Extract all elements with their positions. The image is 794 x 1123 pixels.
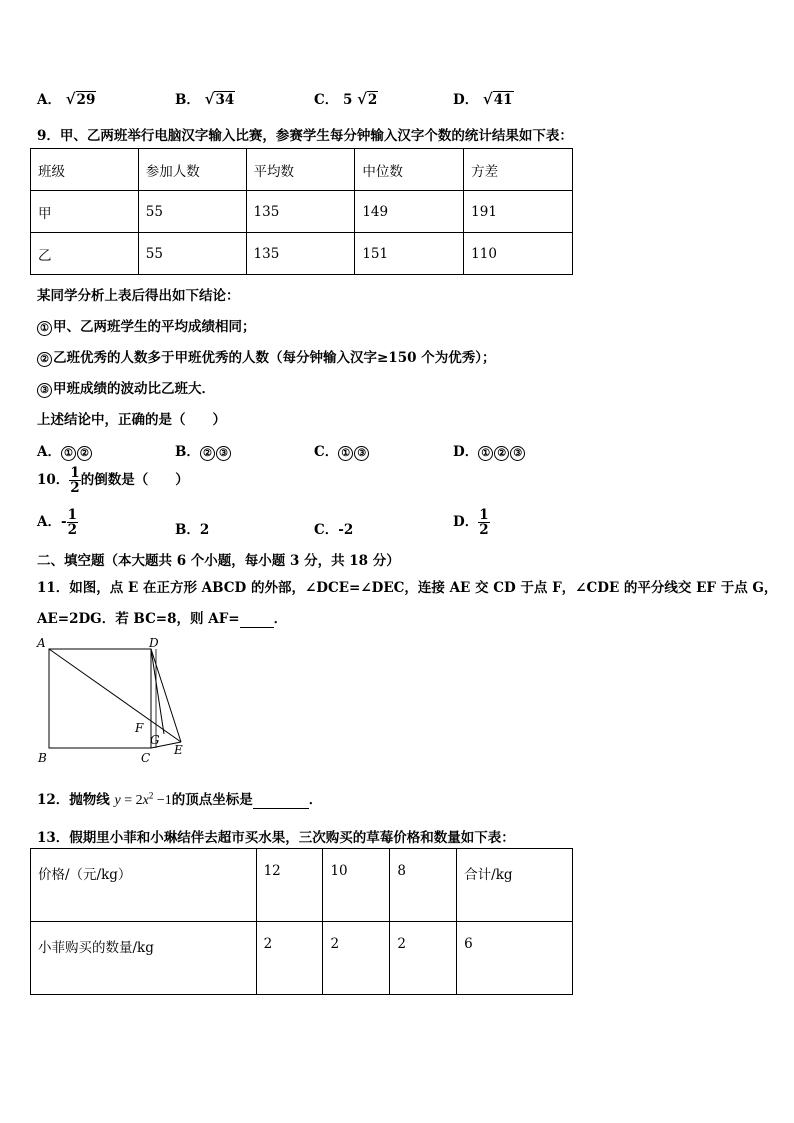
coefficient: 5 (342, 92, 353, 108)
numerator: 1 (70, 465, 80, 481)
option-label: D． (453, 92, 479, 108)
table-row (31, 233, 573, 275)
answer-blank (253, 792, 309, 809)
formula-part: = 2 (120, 793, 143, 808)
sign: - (60, 514, 67, 531)
table-cell: 135 (246, 233, 355, 275)
q9-option-c (314, 440, 370, 461)
table-cell: 6 (457, 922, 573, 995)
table-cell: 2 (256, 922, 323, 995)
table-header-cell: 参加人数 (138, 149, 246, 191)
circled-number: ③ (37, 383, 52, 398)
q12-stem (37, 788, 322, 809)
option-label: D． (453, 514, 479, 531)
option-label: A． (37, 92, 61, 108)
label-c: C (141, 751, 151, 764)
fraction (67, 508, 78, 537)
table-cell: 55 (138, 191, 246, 233)
label-f: F (135, 721, 144, 735)
table-cell: 55 (138, 233, 246, 275)
option-label: B． (175, 522, 200, 538)
circled-number: ① (478, 446, 493, 461)
circled-number: ② (37, 352, 52, 367)
table-cell: 合计/kg (457, 849, 573, 922)
formula-exponent: 2 (148, 790, 154, 801)
q9-table (30, 148, 573, 275)
punctuation: ． (273, 611, 288, 627)
radicand: 41 (493, 92, 513, 108)
q9-stem: 9．甲、乙两班举行电脑汉字输入比赛，参赛学生每分钟输入汉字个数的统计结果如下表： (37, 128, 573, 144)
answer-blank (240, 611, 274, 628)
table-cell: 2 (390, 922, 457, 995)
q9-option-d (453, 440, 526, 461)
table-header-cell: 中位数 (355, 149, 464, 191)
q9-question: 上述结论中，正确的是（ ） (37, 412, 226, 428)
table-cell: 小菲购买的数量/kg (31, 922, 257, 995)
label-d: D (149, 636, 159, 650)
q10-option-a (37, 508, 78, 537)
q9-option-a (37, 440, 93, 461)
circled-number: ① (37, 321, 52, 336)
label-g: G (150, 733, 160, 747)
circled-number: ② (494, 446, 509, 461)
formula-variable: y (114, 793, 121, 808)
table-header-cell: 平均数 (246, 149, 355, 191)
circled-number: ③ (354, 446, 369, 461)
radicand: 34 (215, 92, 235, 108)
circled-number: ① (61, 446, 76, 461)
table-cell: 151 (355, 233, 464, 275)
table-cell: 8 (390, 849, 457, 922)
q8-option-a (37, 88, 96, 108)
q9-conclusion-2 (37, 346, 495, 367)
conclusion-text: 甲、乙两班学生的平均成绩相同； (53, 319, 256, 335)
q8-option-c (314, 88, 378, 108)
option-label: A． (37, 514, 61, 531)
q10-option-c (314, 518, 353, 538)
conclusion-text: 乙班优秀的人数多于甲班优秀的人数（每分钟输入汉字≥150 个为优秀）； (53, 350, 496, 366)
option-label: C． (314, 444, 339, 460)
q11-figure (34, 634, 194, 764)
question-text: 的倒数是（ ） (80, 472, 189, 489)
table-cell: 110 (464, 233, 573, 275)
circled-number: ③ (216, 446, 231, 461)
question-text: 12．抛物线 (37, 792, 110, 808)
table-header-row (31, 149, 573, 191)
table-row (31, 922, 573, 995)
table-cell: 12 (256, 849, 323, 922)
option-label: C． (314, 522, 339, 538)
q9-intro: 某同学分析上表后得出如下结论： (37, 288, 240, 304)
option-label: C． (314, 92, 339, 108)
table-cell: 价格/（元/kg） (31, 849, 257, 922)
q8-option-d (453, 88, 514, 108)
table-cell: 2 (323, 922, 390, 995)
fraction (69, 466, 80, 495)
sqrt-expression: √41 (482, 90, 513, 108)
table-cell: 甲 (31, 191, 139, 233)
sqrt-expression: √34 (204, 90, 235, 108)
q8-option-b (175, 88, 235, 108)
table-cell: 149 (355, 191, 464, 233)
denominator: 2 (479, 522, 489, 539)
section-heading: 二、填空题（本大题共 6 个小题，每小题 3 分，共 18 分） (37, 553, 400, 569)
label-a: A (37, 636, 46, 650)
punctuation: ． (308, 792, 323, 808)
radicand: 2 (367, 92, 378, 108)
label-b: B (38, 751, 47, 764)
table-cell: 10 (323, 849, 390, 922)
option-label: B． (175, 92, 200, 108)
option-value: 2 (199, 522, 210, 538)
q10-stem (37, 466, 189, 495)
table-row (31, 849, 573, 922)
numerator: 1 (479, 507, 489, 523)
conclusion-text: 甲班成绩的波动比乙班大． (53, 381, 215, 397)
formula (114, 790, 172, 808)
table-header-cell: 方差 (464, 149, 573, 191)
option-label: A． (37, 444, 61, 460)
q9-option-b (175, 440, 232, 461)
sqrt-expression: √2 (357, 90, 378, 108)
option-value: -2 (338, 522, 354, 538)
fraction (478, 508, 489, 537)
numerator: 1 (67, 507, 77, 523)
table-cell: 191 (464, 191, 573, 233)
question-text: 的顶点坐标是 (171, 792, 253, 808)
denominator: 2 (67, 522, 77, 539)
table-cell: 乙 (31, 233, 139, 275)
q11-stem-line1: 11．如图，点 E 在正方形 ABCD 的外部，∠DCE=∠DEC，连接 AE 交 CD 于点 F，∠CDE 的平分线交 EF 于点 G， (37, 580, 778, 596)
q9-conclusion-1 (37, 315, 256, 336)
q10-option-b (175, 518, 209, 538)
q9-conclusion-3 (37, 377, 215, 398)
question-text: AE=2DG．若 BC=8，则 AF= (37, 611, 240, 627)
formula-part: −1 (153, 793, 172, 808)
radicand: 29 (76, 92, 96, 108)
sqrt-expression: √29 (65, 90, 96, 108)
option-label: B． (175, 444, 200, 460)
circled-number: ② (200, 446, 215, 461)
q13-table (30, 848, 573, 995)
q13-stem: 13．假期里小菲和小琳结伴去超市买水果，三次购买的草莓价格和数量如下表： (37, 830, 515, 846)
table-header-cell: 班级 (31, 149, 139, 191)
table-cell: 135 (246, 191, 355, 233)
formula-variable: x (142, 793, 149, 808)
label-e: E (174, 743, 183, 757)
option-label: D． (453, 444, 479, 460)
q11-stem-line2 (37, 607, 287, 628)
circled-number: ② (77, 446, 92, 461)
table-row (31, 191, 573, 233)
circled-number: ① (338, 446, 353, 461)
question-number: 10． (37, 472, 70, 489)
q10-option-d (453, 508, 490, 537)
denominator: 2 (70, 480, 80, 497)
circled-number: ③ (510, 446, 525, 461)
